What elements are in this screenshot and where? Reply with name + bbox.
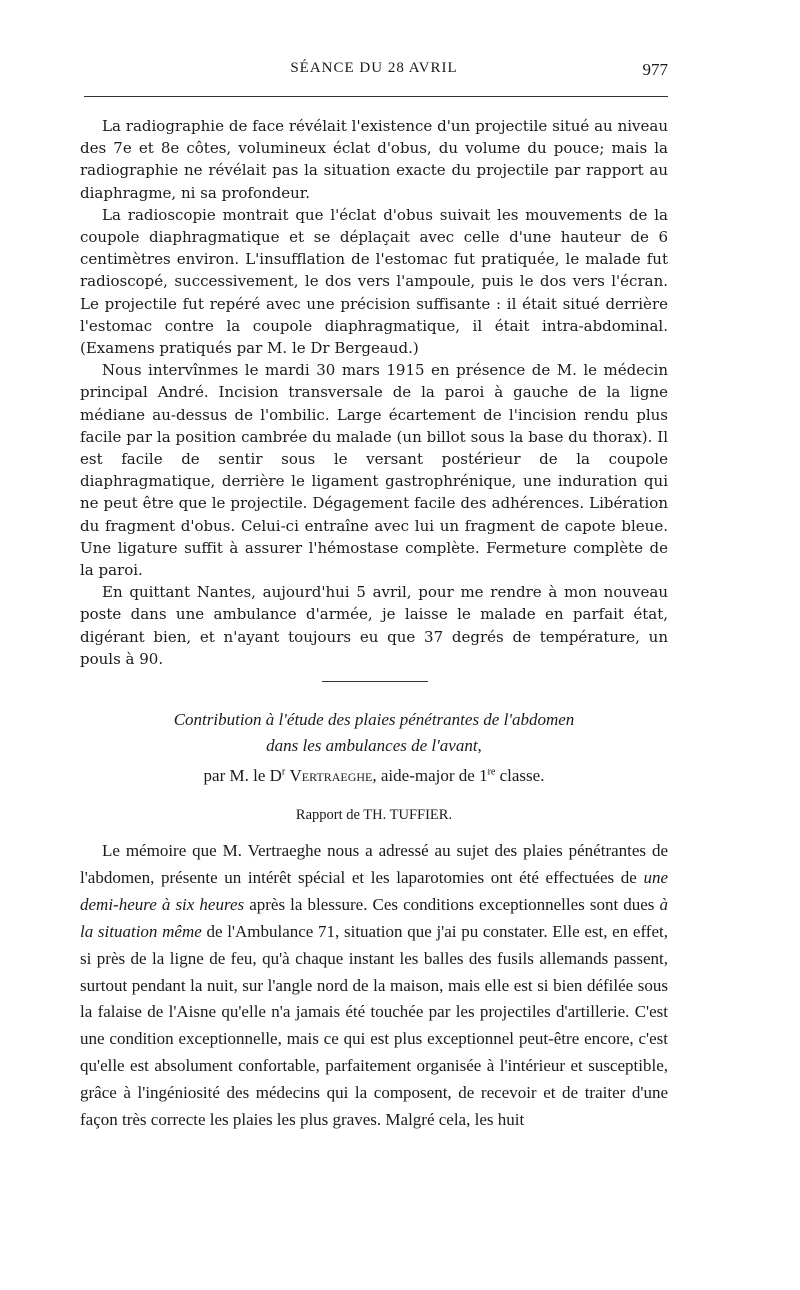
author-byline bbox=[80, 766, 668, 786]
text-run: de l'Ambulance 71, situation que j'ai pu constater. Elle est, en effet, si près de la ligne de feu, qu'à chaque instant les balles des fusils allemands passent, surtout pendant la nuit, sur l'angle nord de la maison, mais elle est si bien défilée sous la falaise de l'Aisne qu'elle n'a jamais été touchée par les projectiles d'artillerie. C'est une condition exceptionnelle, mais ce qui est plus exceptionnel peut-être encore, c'est qu'elle est absolument confortable, parfaitement organisée à l'intérieur et susceptible, grâce à l'ingéniosité des médecins qui la composent, de recevoir et de traiter d'une façon très correcte les plaies les plus graves. Malgré cela, les huit bbox=[80, 921, 668, 1130]
italic-run: à la situation même bbox=[80, 894, 668, 941]
article-title bbox=[80, 707, 668, 759]
italic-run: une demi-heure à six heures bbox=[80, 867, 668, 914]
page-number: 977 bbox=[642, 60, 668, 79]
report-attribution: Rapport de TH. TUFFIER. bbox=[295, 807, 453, 823]
byline-post: , aide-major de 1 bbox=[372, 766, 488, 785]
byline-sup: r bbox=[281, 766, 286, 778]
author-name: Vertraeghe bbox=[289, 766, 373, 785]
text-run: Le mémoire que M. Vertraeghe nous a adressé au sujet des plaies pénétrantes de l'abdomen, présente un intérêt spécial et les laparotomies ont été effectuées de bbox=[80, 841, 668, 887]
byline-pre: par M. le D bbox=[203, 766, 282, 785]
running-title: SÉANCE DU 28 AVRIL bbox=[290, 60, 458, 76]
header-rule bbox=[84, 96, 668, 97]
case-report-text bbox=[80, 115, 668, 670]
running-header bbox=[80, 60, 668, 84]
paragraph: La radioscopie montrait que l'éclat d'obus suivait les mouvements de la coupole diaphragmatique et se déplaçait avec celle d'une hauteur de 6 centimètres environ. L'insufflation de l'estomac fut pratiquée, le malade fut radioscopé, successivement, le dos vers l'ampoule, puis le dos vers l'écran. Le projectile fut repéré avec une précision suffisante : il était situé derrière l'estomac contre la coupole diaphragmatique, il était intra-abdominal. (Examens pratiqués par M. le Dr Bergeaud.) bbox=[80, 205, 668, 358]
paragraph: Nous intervînmes le mardi 30 mars 1915 en présence de M. le médecin principal André. Incision transversale de la paroi à gauche de la ligne médiane au-dessus de l'ombilic. Large écartement de l'incision rendu plus facile par la position cambrée du malade (un billot sous la base du thorax). Il est facile de sentir sous le versant postérieur de la coupole diaphragmatique, derrière le ligament gastrophrénique, une induration qui ne peut être que le projectile. Dégagement facile des adhérences. Libération du fragment d'obus. Celui-ci entraîne avec lui un fragment de capote bleue. Une ligature suffit à assurer l'hémostase complète. Fermeture complète de la paroi. bbox=[80, 361, 668, 580]
paragraph: En quittant Nantes, aujourd'hui 5 avril, pour me rendre à mon nouveau poste dans une ambulance d'armée, je laisse le malade en parfait état, digérant bien, et n'ayant toujours eu que 37 degrés de température, un pouls à 90. bbox=[80, 583, 668, 668]
paragraph bbox=[80, 838, 668, 1134]
byline-end: classe. bbox=[495, 766, 545, 785]
byline-sup: re bbox=[487, 766, 496, 778]
article-title-line-1: Contribution à l'étude des plaies pénétrantes de l'abdomen bbox=[173, 710, 575, 729]
report-body bbox=[80, 838, 668, 1134]
paragraph: La radiographie de face révélait l'existence d'un projectile situé au niveau des 7e et 8e côtes, volumineux éclat d'obus, du volume du pouce; mais la radiographie ne révélait pas la situation exacte du projectile par rapport au diaphragme, ni sa profondeur. bbox=[80, 117, 668, 202]
text-run: après la blessure. Ces conditions exceptionnelles sont dues bbox=[244, 894, 660, 914]
article-title-line-2: dans les ambulances de l'avant, bbox=[266, 736, 482, 755]
section-separator bbox=[322, 681, 428, 682]
